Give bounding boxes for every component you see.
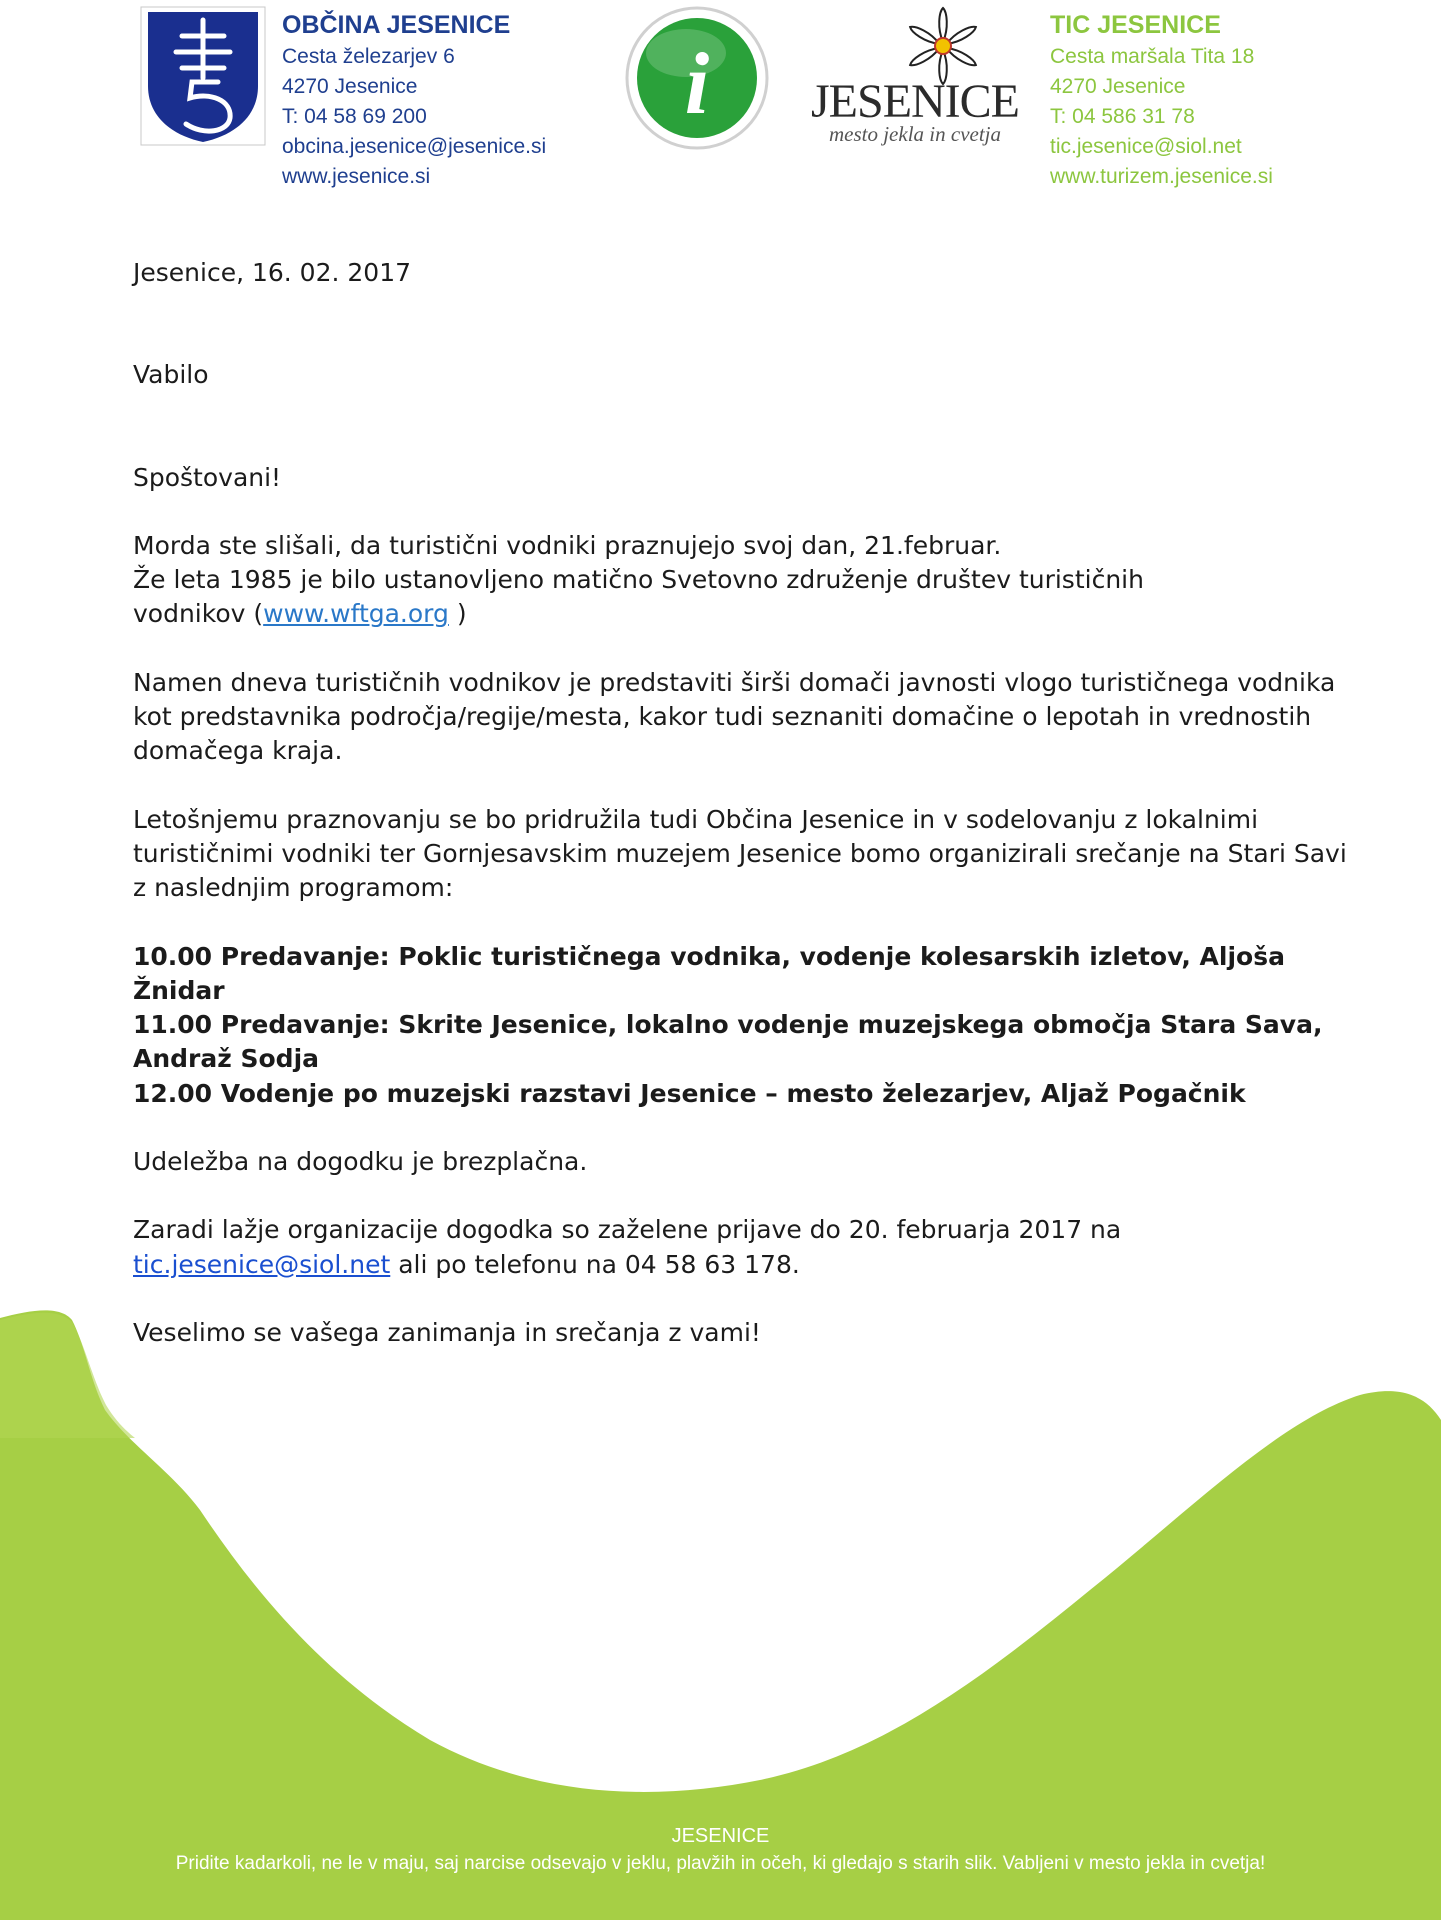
jesenice-coat-of-arms-icon [140, 6, 266, 146]
paragraph-registration-line2 [133, 1248, 1353, 1282]
tic-city: 4270 Jesenice [1050, 75, 1186, 98]
paragraph-celebration: Letošnjemu praznovanju se bo pridružila tudi Občina Jesenice in v sodelovanju z lokalnimi turističnimi vodniki ter Gornjesavskim muzejem Jesenice bomo organizirali srečanje na Stari Savi z naslednjim programom: [133, 804, 1347, 903]
program-item-2: 11.00 Predavanje: Skrite Jesenice, lokalno vodenje muzejskega območja Stara Sava, Andraž Sodja [133, 1010, 1323, 1074]
obcina-phone: T: 04 58 69 200 [282, 105, 427, 128]
obcina-website[interactable]: www.jesenice.si [282, 165, 431, 188]
brand-tagline: mesto jekla in cvetja [828, 122, 1002, 146]
footer [0, 1822, 1441, 1878]
brand-wordmark: JESENICE [811, 75, 1019, 128]
tic-email[interactable]: tic.jesenice@siol.net [1050, 135, 1242, 158]
paragraph-registration-line1: Zaradi lažje organizacije dogodka so zaželene prijave do 20. februarja 2017 na [133, 1215, 1122, 1245]
paragraph-intro-line2: Že leta 1985 je bilo ustanovljeno matično Svetovno združenje društev turističnih [133, 565, 1144, 595]
obcina-title: OBČINA JESENICE [282, 11, 511, 39]
intro-text-pre: vodnikov ( [133, 599, 264, 629]
program-item-1: 10.00 Predavanje: Poklic turističnega vodnika, vodenje kolesarskih izletov, Aljoša Žnidar [133, 941, 1285, 1005]
wftga-link[interactable]: www.wftga.org [263, 599, 449, 629]
paragraph-purpose: Namen dneva turističnih vodnikov je predstaviti širši domači javnosti vlogo turističnega vodnika kot predstavnika področja/regije/mesta, kakor tudi seznaniti domačine o lepotah in vrednostih domačega kraja. [133, 667, 1336, 766]
intro-text-post: ) [448, 599, 467, 629]
obcina-email[interactable]: obcina.jesenice@jesenice.si [282, 135, 547, 158]
tic-title: TIC JESENICE [1050, 11, 1221, 39]
obcina-street: Cesta železarjev 6 [282, 45, 455, 68]
paragraph-intro-line3 [133, 597, 1353, 631]
info-glyph: i [684, 36, 710, 133]
letter-date: Jesenice, 16. 02. 2017 [133, 258, 412, 287]
registration-phone-text: ali po telefonu na 04 58 63 178. [390, 1249, 800, 1279]
obcina-contact-block [282, 8, 546, 192]
letter-subject: Vabilo [133, 360, 209, 390]
footer-slogan: Pridite kadarkoli, ne le v maju, saj narcise odsevajo v jeklu, plavžih in očeh, ki gledajo s starih slik. Vabljeni v mesto jekla in cvetja! [175, 1853, 1266, 1874]
footer-title: JESENICE [671, 1825, 770, 1847]
letter-greeting: Spoštovani! [133, 462, 282, 492]
tic-contact-block [1050, 8, 1273, 192]
obcina-city: 4270 Jesenice [282, 75, 418, 98]
program-item-3: 12.00 Vodenje po muzejski razstavi Jesenice – mesto železarjev, Aljaž Pogačnik [133, 1078, 1246, 1108]
paragraph-free-entry: Udeležba na dogodku je brezplačna. [133, 1147, 588, 1177]
tic-email-link[interactable]: tic.jesenice@siol.net [133, 1249, 391, 1279]
tic-street: Cesta maršala Tita 18 [1050, 45, 1255, 68]
tic-website[interactable]: www.turizem.jesenice.si [1050, 165, 1273, 188]
paragraph-intro-line1: Morda ste slišali, da turistični vodniki praznujejo svoj dan, 21.februar. [133, 530, 1002, 560]
tic-phone: T: 04 586 31 78 [1050, 105, 1195, 128]
letter-closing: Veselimo se vašega zanimanja in srečanja z vami! [133, 1317, 761, 1347]
letter-body [133, 256, 1353, 1350]
tourist-info-icon [624, 5, 770, 151]
